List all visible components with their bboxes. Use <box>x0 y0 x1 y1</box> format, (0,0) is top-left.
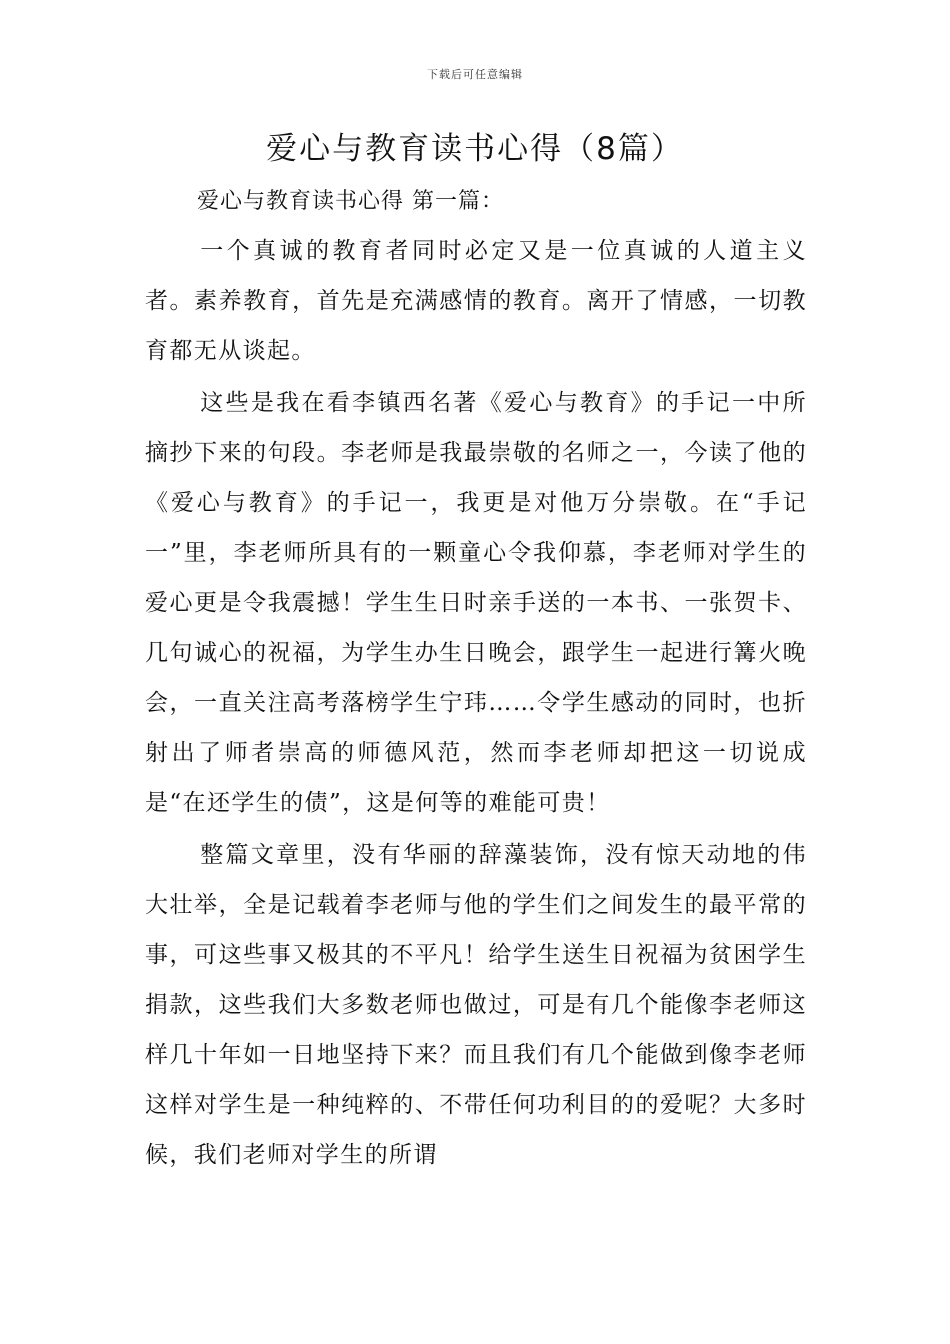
paragraph: 一个真诚的教育者同时必定又是一位真诚的人道主义者。素养教育，首先是充满感情的教育。离开了情感，一切教育都无从谈起。 <box>145 238 807 364</box>
page-title: 爱心与教育读书心得（8篇） <box>266 131 684 167</box>
paragraph: 这些是我在看李镇西名著《爱心与教育》的手记一中所摘抄下来的句段。李老师是我最崇敬的名师之一，今读了他的《爱心与教育》的手记一，我更是对他万分崇敬。在“手记一”里，李老师所具有的一颗童心令我仰慕，李老师对学生的爱心更是令我震撼！学生生日时亲手送的一本书、一张贺卡、几句诚心的祝福，为学生办生日晚会，跟学生一起进行篝火晚会，一直关注高考落榜学生宁玮……令学生感动的同时，也折射出了师者崇高的师德风范，然而李老师却把这一切说成是“在还学生的债”，这是何等的难能可贵！ <box>145 390 807 816</box>
paragraph: 整篇文章里，没有华丽的辞藻装饰，没有惊天动地的伟大壮举，全是记载着李老师与他的学生们之间发生的最平常的事，可这些事又极其的不平凡！给学生送生日祝福为贫困学生捐款，这些我们大多数老师也做过，可是有几个能像李老师这样几十年如一日地坚持下来？而且我们有几个能做到像李老师这样对学生是一种纯粹的、不带任何功利目的的爱呢？大多时候，我们老师对学生的所谓 <box>145 842 807 1168</box>
document-body <box>145 178 807 1182</box>
section-heading: 爱心与教育读书心得 第一篇： <box>197 189 504 214</box>
header-note: 下载后可任意编辑 <box>427 68 523 81</box>
